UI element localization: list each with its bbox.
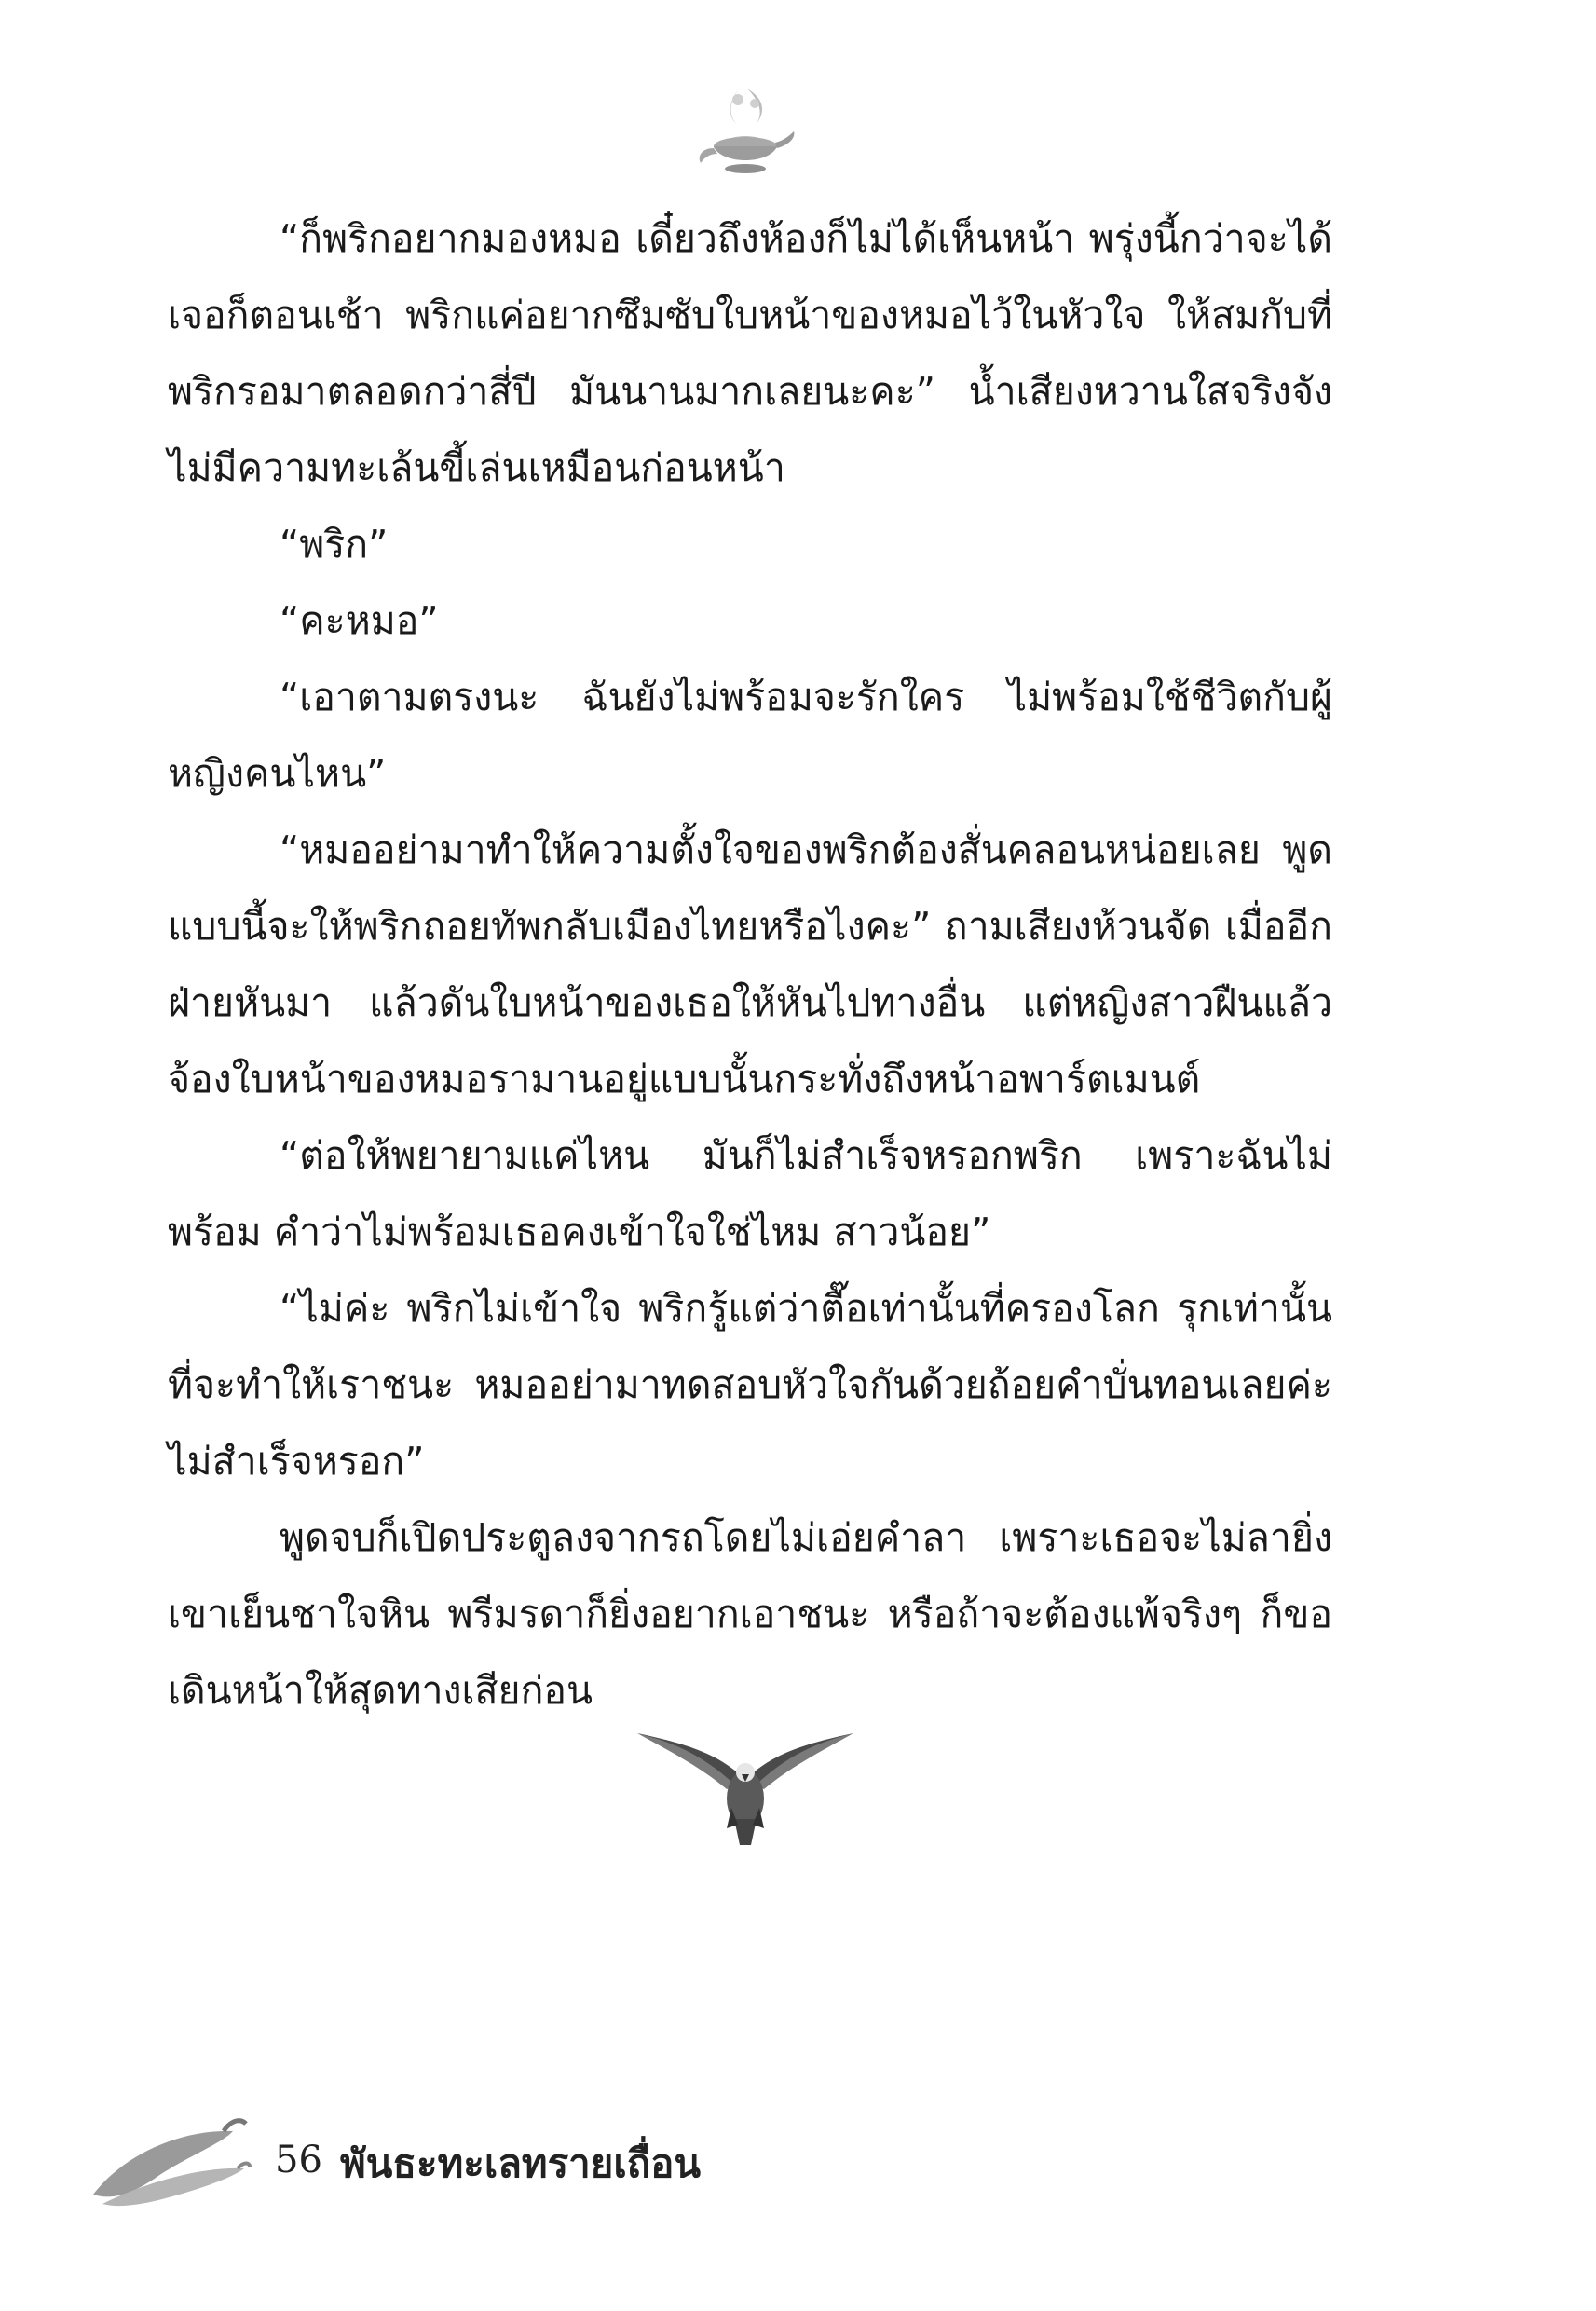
paragraph: “ไม่ค่ะ พริกไม่เข้าใจ พริกรู้แต่ว่าตื๊อเท่านั้นที่ครองโลก รุกเท่านั้นที่จะทำให้เราชนะ หมออย่ามาทดสอบหัวใจกันด้วยถ้อยคำบั่นทอนเลยค่ะ ไม่สำเร็จหรอก” <box>168 1286 1332 1484</box>
paragraph: “เอาตามตรงนะ ฉันยังไม่พร้อมจะรักใคร ไม่พร้อมใช้ชีวิตกับผู้หญิงคนไหน” <box>168 675 1332 796</box>
chili-pepper-icon <box>84 2111 252 2213</box>
page-number: 56 <box>275 2139 322 2181</box>
page-footer <box>84 2111 736 2222</box>
paragraph: “หมออย่ามาทำให้ความตั้งใจของพริกต้องสั่นคลอนหน่อยเลย พูดแบบนี้จะให้พริกถอยทัพกลับเมืองไทยหรือไงคะ” ถามเสียงห้วนจัด เมื่ออีกฝ่ายหันมา แล้วดันใบหน้าของเธอให้หันไปทางอื่น แต่หญิงสาวฝืนแล้วจ้องใบหน้าของหมอรามานอยู่แบบนั้นกระทั่งถึงหน้าอพาร์ตเมนต์ <box>168 827 1332 1101</box>
lamp-ornament-icon <box>689 79 801 191</box>
body-text <box>168 200 1332 1729</box>
eagle-ornament-icon <box>634 1715 857 1854</box>
paragraph: “พริก” <box>280 522 389 567</box>
paragraph: พูดจบก็เปิดประตูลงจากรถโดยไม่เอ่ยคำลา เพราะเธอจะไม่ลายิ่งเขาเย็นชาใจหิน พรีมรดาก็ยิ่งอยากเอาชนะ หรือถ้าจะต้องแพ้จริงๆ ก็ขอเดินหน้าให้สุดทางเสียก่อน <box>168 1515 1332 1713</box>
paragraph: “ก็พริกอยากมองหมอ เดี๋ยวถึงห้องก็ไม่ได้เห็นหน้า พรุ่งนี้กว่าจะได้เจอก็ตอนเช้า พริกแค่อยากซึมซับใบหน้าของหมอไว้ในหัวใจ ให้สมกับที่พริกรอมาตลอดกว่าสี่ปี มันนานมากเลยนะคะ” น้ำเสียงหวานใสจริงจัง ไม่มีความทะเล้นขี้เล่นเหมือนก่อนหน้า <box>168 216 1332 490</box>
paragraph: “ต่อให้พยายามแค่ไหน มันก็ไม่สำเร็จหรอกพริก เพราะฉันไม่พร้อม คำว่าไม่พร้อมเธอคงเข้าใจใช่ไหม สาวน้อย” <box>168 1133 1332 1254</box>
paragraph: “คะหมอ” <box>280 598 439 643</box>
book-title: พันธะทะเลทรายเถื่อน <box>340 2140 702 2186</box>
